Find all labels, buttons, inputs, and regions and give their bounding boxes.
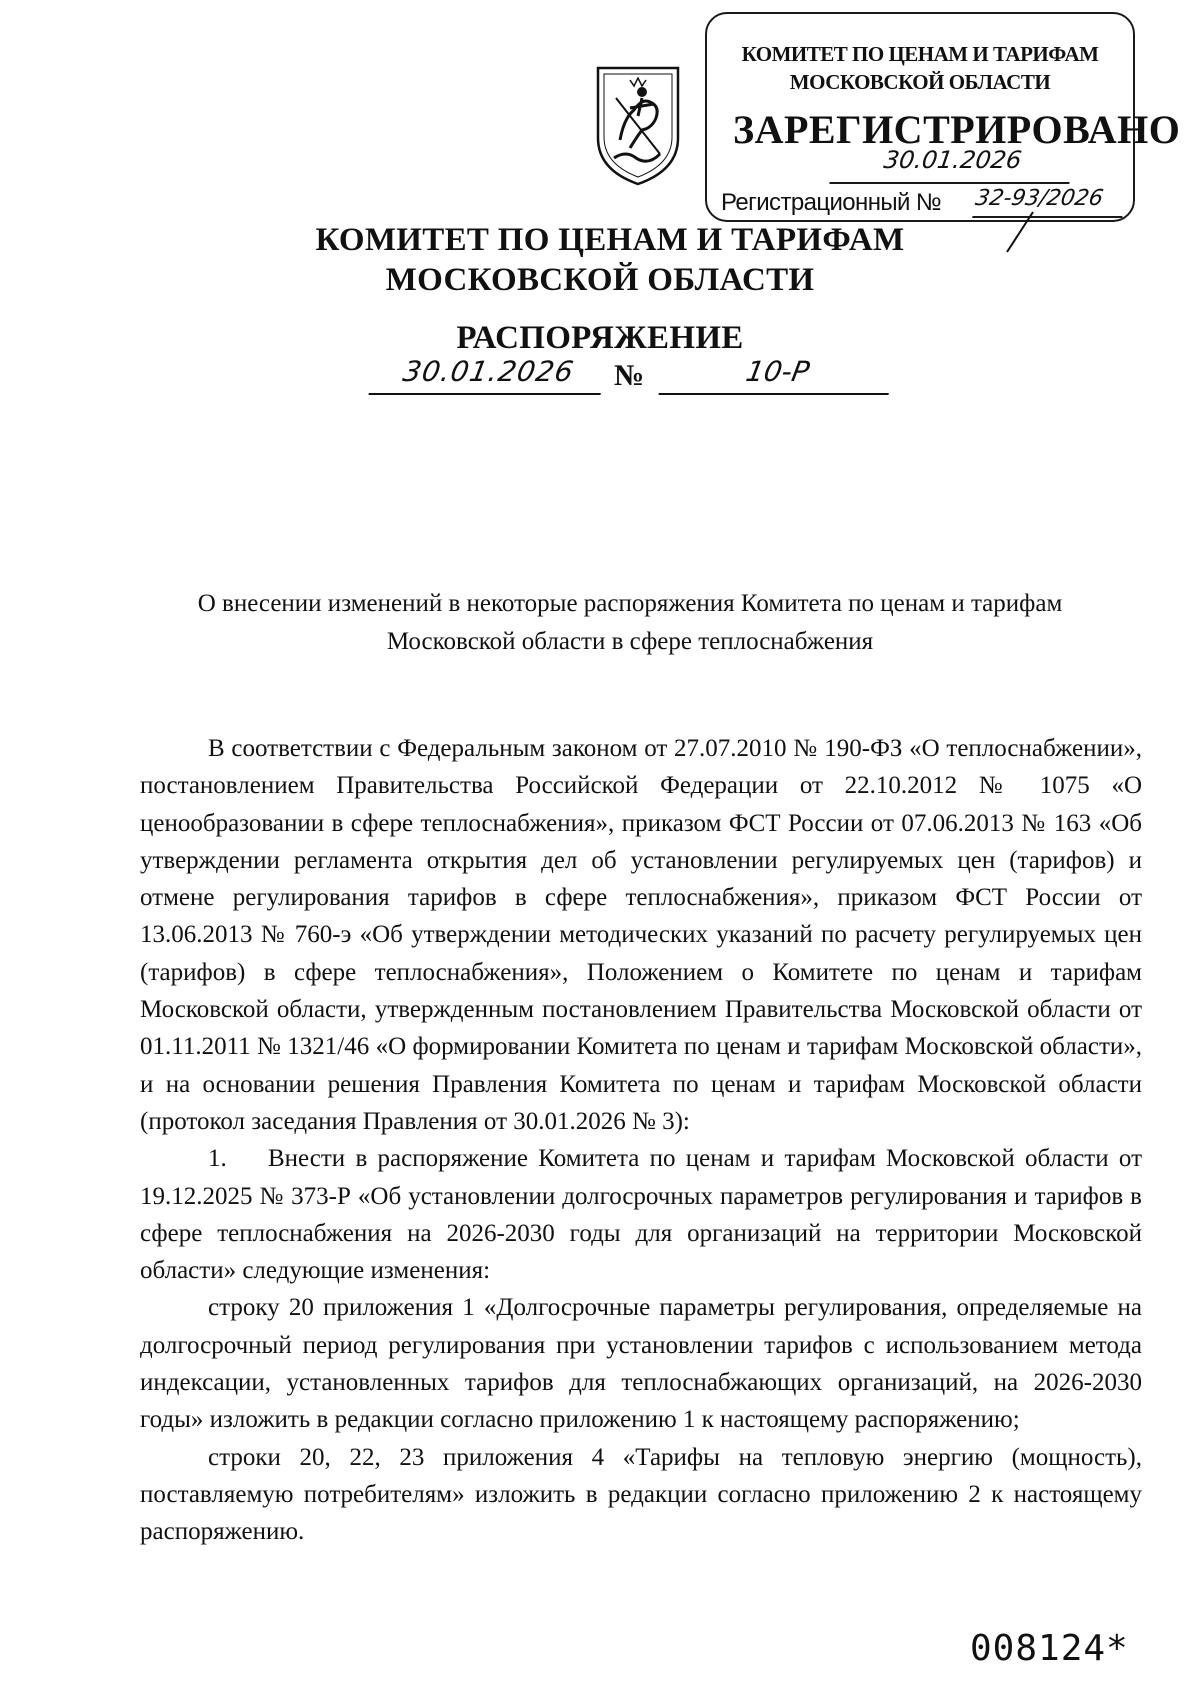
item-1-text: Внести в распоряжение Комитета по ценам и тарифам Московской области от 19.12.2025 № 373-Р «Об установлении долгосрочных параметров регулирования и тарифов в сфере теплоснабжения на 2026-2030 годы для организаций на территории Московской области» следующие изменения: <box>140 1145 1142 1285</box>
stamp-org-line1: КОМИТЕТ ПО ЦЕНАМ И ТАРИФАМ <box>741 42 1099 66</box>
paragraph-row-20-appendix-1: строку 20 приложения 1 «Долгосрочные параметры регулирования, определяемые на долгосрочный период регулирования при установлении тарифов с использованием метода индексации, установленных тарифов для теплоснабжающих организаций, на 2026-2030 годы» изложить в редакции согласно приложению 1 к настоящему распоряжению; <box>140 1294 1142 1434</box>
subject-line1: О внесении изменений в некоторые распоряжения Комитета по ценам и тарифам <box>197 590 1063 617</box>
stamp-registered-label: ЗАРЕГИСТРИРОВАНО <box>733 107 1181 152</box>
subject-line2: Московской области в сфере теплоснабжения <box>386 628 874 655</box>
form-serial-number: 008124* <box>970 1628 1129 1669</box>
preamble-paragraph: В соответствии с Федеральным законом от 27.07.2010 № 190-ФЗ «О теплоснабжении», постановлением Правительства Российской Федерации от 22.10.2012 № 1075 «О ценообразовании в сфере теплоснабжения», приказом ФСТ России от 07.06.2013 № 163 «Об утверждении регламента открытия дел об установлении регулируемых цен (тарифов) и отмене регулирования тарифов в сфере теплоснабжения», приказом ФСТ России от 13.06.2013 № 760-э «Об утверждении методических указаний по расчету регулируемых цен (тарифов) в сфере теплоснабжения», Положением о Комитете по ценам и тарифам Московской области, утвержденным постановлением Правительства Московской области от 01.11.2011 № 1321/46 «О формировании Комитета по ценам и тарифам Московской области», и на основании решения Правления Комитета по ценам и тарифам Московской области (протокол заседания Правления от 30.01.2026 № 3): <box>140 735 1142 1135</box>
stamp-reg-number: 32-93/2026 <box>972 186 1128 218</box>
item-1-number: 1. <box>208 1145 227 1173</box>
document-subject <box>140 585 1120 661</box>
stamp-date: 30.01.2026 <box>829 146 1074 184</box>
document-date: 30.01.2026 <box>368 355 607 395</box>
stamp-org-line2: МОСКОВСКОЙ ОБЛАСТИ <box>789 70 1051 94</box>
organization-title-line2: МОСКОВСКОЙ ОБЛАСТИ <box>385 262 815 298</box>
number-sign: № <box>614 359 645 392</box>
organization-title-line1: КОМИТЕТ ПО ЦЕНАМ И ТАРИФАМ <box>315 222 905 258</box>
coat-of-arms-emblem <box>590 58 686 188</box>
item-1-paragraph <box>140 1140 1142 1289</box>
document-number: 10-Р <box>658 355 895 395</box>
document-body <box>140 730 1142 1551</box>
paragraph-rows-appendix-4: строки 20, 22, 23 приложения 4 «Тарифы на тепловую энергию (мощность), поставляемую потребителям» изложить в редакции согласно приложению 2 к настоящему распоряжению. <box>140 1443 1142 1546</box>
registration-stamp <box>705 12 1181 222</box>
stamp-reg-number-label: Регистрационный № <box>721 189 942 216</box>
document-type: РАСПОРЯЖЕНИЕ <box>456 320 744 356</box>
